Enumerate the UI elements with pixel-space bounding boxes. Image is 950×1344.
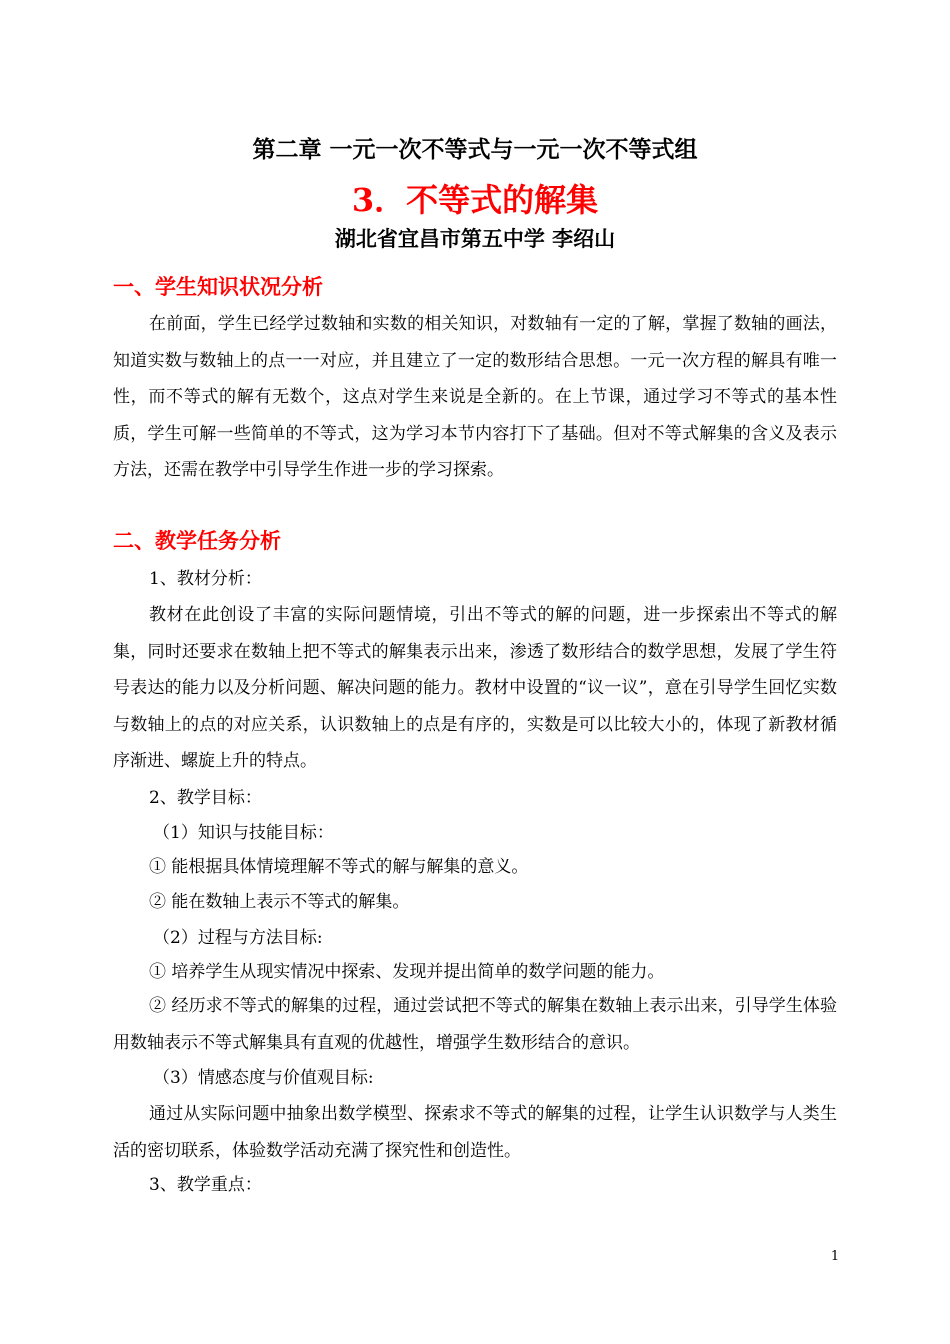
author-line: 湖北省宜昌市第五中学 李绍山: [334, 226, 616, 251]
attitude-values-paragraph: 通过从实际问题中抽象出数学模型、探索求不等式的解集的过程，让学生认识数学与人类生活的密切联系，体验数学活动充满了探究性和创造性。: [113, 1104, 837, 1161]
process-method-label: （2）过程与方法目标:: [153, 928, 323, 948]
section-heading-student-analysis: 一、学生知识状况分析: [113, 274, 323, 299]
process-item-1: ① 培养学生从现实情况中探索、发现并提出简单的数学问题的能力。: [149, 962, 665, 982]
material-analysis-label: 1、教材分析：: [149, 569, 262, 589]
knowledge-item-1: ① 能根据具体情境理解不等式的解与解集的意义。: [149, 857, 529, 877]
page-number: 1: [830, 1249, 840, 1264]
teaching-goals-label: 2、教学目标：: [149, 788, 262, 808]
key-points-label: 3、教学重点：: [149, 1175, 262, 1195]
knowledge-skills-label: （1）知识与技能目标：: [153, 823, 334, 843]
student-analysis-paragraph: 在前面，学生已经学过数轴和实数的相关知识，对数轴有一定的了解，掌握了数轴的画法，知道实数与数轴上的点一一对应，并且建立了一定的数形结合思想。一元一次方程的解具有唯一性，而不等式的解有无数个，这点对学生来说是全新的。在上节课，通过学习不等式的基本性质，学生可解一些简单的不等式，这为学习本节内容打下了基础。但对不等式解集的含义及表示方法，还需在教学中引导学生作进一步的学习探索。: [113, 314, 837, 480]
material-analysis-paragraph: 教材在此创设了丰富的实际问题情境，引出不等式的解的问题，进一步探索出不等式的解集，同时还要求在数轴上把不等式的解集表示出来，渗透了数形结合的数学思想，发展了学生符号表达的能力以及分析问题、解决问题的能力。教材中设置的“议一议”，意在引导学生回忆实数与数轴上的点的对应关系，认识数轴上的点是有序的，实数是可以比较大小的，体现了新教材循序渐进、螺旋上升的特点。: [113, 605, 837, 771]
chapter-title: 第二章 一元一次不等式与一元一次不等式组: [252, 136, 698, 163]
knowledge-item-2: ② 能在数轴上表示不等式的解集。: [149, 892, 410, 912]
attitude-values-label: （3）情感态度与价值观目标:: [153, 1068, 374, 1088]
section-heading-task-analysis: 二、教学任务分析: [113, 528, 281, 553]
lesson-title: 3．不等式的解集: [351, 181, 599, 219]
process-item-2: ② 经历求不等式的解集的过程，通过尝试把不等式的解集在数轴上表示出来，引导学生体验用数轴表示不等式解集具有直观的优越性，增强学生数形结合的意识。: [113, 996, 837, 1053]
